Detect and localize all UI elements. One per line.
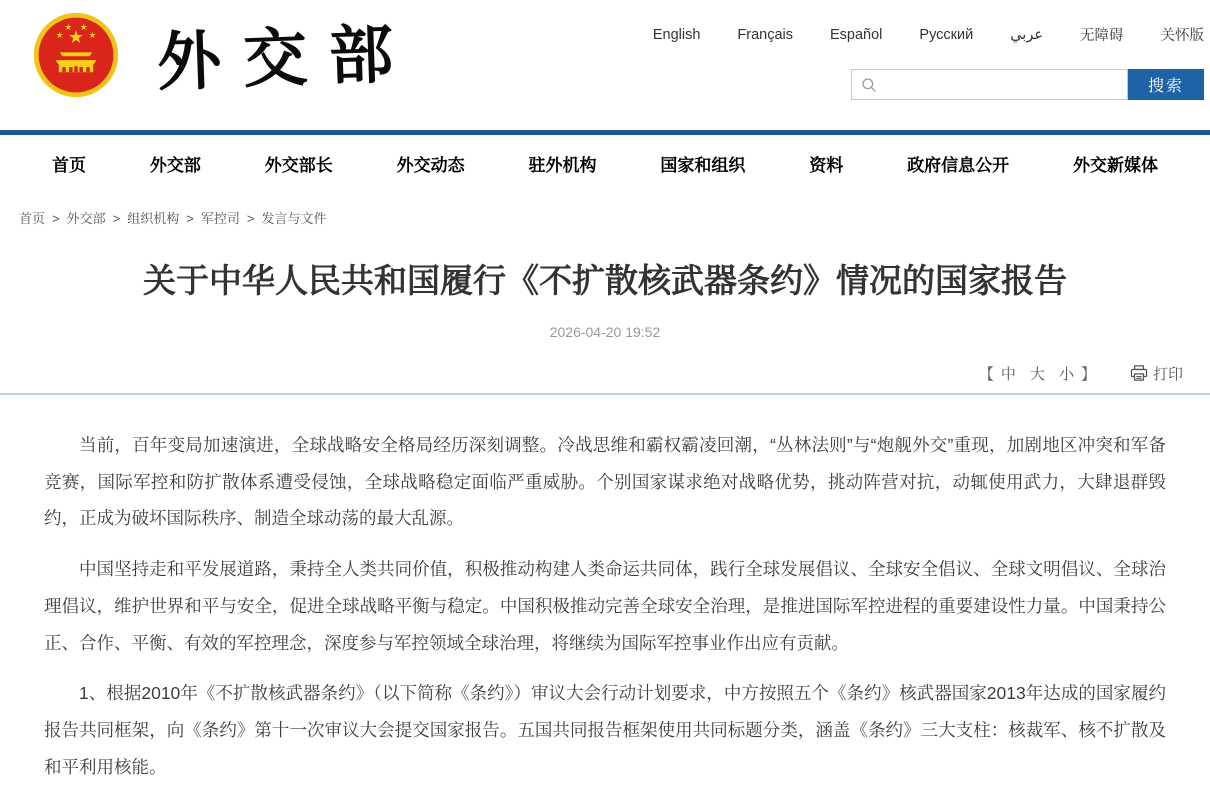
page-title: 关于中华人民共和国履行《不扩散核武器条约》情况的国家报告 <box>143 262 1067 299</box>
article-body <box>0 395 1210 786</box>
bracket-close: 】 <box>1080 365 1096 383</box>
print-button[interactable] <box>1130 363 1183 384</box>
nav-item-countries-orgs[interactable]: 国家和组织 <box>660 155 746 175</box>
printer-icon <box>1130 365 1148 381</box>
breadcrumb-statements-docs[interactable]: 发言与文件 <box>261 211 327 226</box>
font-size-large-button[interactable]: 大 <box>1029 365 1045 383</box>
breadcrumb-separator: > <box>246 211 255 226</box>
site-header <box>0 0 1210 130</box>
svg-text:★: ★ <box>67 26 85 47</box>
svg-text:★: ★ <box>55 29 64 40</box>
nav-item-new-media[interactable]: 外交新媒体 <box>1073 155 1158 175</box>
language-switcher <box>616 24 1204 45</box>
print-label: 打印 <box>1152 365 1183 383</box>
lang-english[interactable]: English <box>652 26 701 43</box>
breadcrumb-ministry[interactable]: 外交部 <box>66 211 106 226</box>
paragraph: 1、根据2010年《不扩散核武器条约》（以下简称《条约》）审议大会行动计划要求，中方按照五个《条约》核武器国家2013年达成的国家履约报告共同框架，向《条约》第十一次审议大会提交国家报告。五国共同报告框架使用共同标题分类，涵盖《条约》三大支柱：核裁军、核不扩散及和平利用核能。 <box>44 683 1166 777</box>
breadcrumb-organization[interactable]: 组织机构 <box>127 211 180 226</box>
care-version-link[interactable]: 关怀版 <box>1160 28 1204 44</box>
bracket-open: 【 <box>978 365 994 383</box>
font-size-medium-button[interactable]: 中 <box>1000 365 1016 383</box>
nav-item-gov-info[interactable]: 政府信息公开 <box>907 155 1010 175</box>
svg-text:★: ★ <box>64 22 73 33</box>
lang-spanish[interactable]: Español <box>830 26 883 43</box>
svg-text:★: ★ <box>88 29 97 40</box>
paragraph: 中国坚持走和平发展道路，秉持全人类共同价值，积极推动构建人类命运共同体，践行全球发展倡议、全球安全倡议、全球文明倡议、全球治理倡议，维护世界和平与安全，促进全球战略平衡与稳定。中国积极推动完善全球安全治理，是推进国际军控进程的重要建设性力量。中国秉持公正、合作、平衡、有效的军控理念，深度参与军控领域全球治理，将继续为国际军控事业作出应有贡献。 <box>44 559 1166 653</box>
breadcrumb <box>0 191 1210 227</box>
font-size-small-button[interactable]: 小 <box>1058 365 1074 383</box>
nav-item-minister[interactable]: 外交部长 <box>264 155 333 175</box>
accessibility-link[interactable]: 无障碍 <box>1080 28 1124 44</box>
main-nav <box>0 135 1210 191</box>
publish-datetime: 2026-04-20 19:52 <box>549 323 661 340</box>
nav-item-ministry[interactable]: 外交部 <box>149 155 201 175</box>
breadcrumb-home[interactable]: 首页 <box>19 211 46 226</box>
site-logo-link[interactable] <box>33 5 415 99</box>
nav-item-resources[interactable]: 资料 <box>809 155 844 175</box>
search-input[interactable] <box>883 70 1127 99</box>
breadcrumb-separator: > <box>112 211 121 226</box>
breadcrumb-separator: > <box>52 211 60 226</box>
breadcrumb-separator: > <box>186 211 194 226</box>
lang-arabic[interactable]: عربي <box>1010 26 1043 43</box>
nav-item-activities[interactable]: 外交动态 <box>396 155 465 175</box>
search-icon <box>861 77 877 93</box>
search-box <box>851 69 1128 100</box>
article-toolbar <box>0 363 1210 384</box>
lang-russian[interactable]: Русский <box>919 26 974 43</box>
search-button[interactable]: 搜索 <box>1128 69 1204 100</box>
paragraph: 当前，百年变局加速演进，全球战略安全格局经历深刻调整。冷战思维和霸权霸凌回潮，“丛林法则”与“炮舰外交”重现，加剧地区冲突和军备竞赛，国际军控和防扩散体系遭受侵蚀，全球战略稳定面临严重威胁。个别国家谋求绝对战略优势，挑动阵营对抗，动辄使用武力，大肆退群毁约，正成为破坏国际秩序、制造全球动荡的最大乱源。 <box>44 434 1166 529</box>
breadcrumb-arms-control-dept[interactable]: 军控司 <box>200 211 240 226</box>
lang-french[interactable]: Français <box>737 26 793 43</box>
national-emblem-icon <box>33 12 119 98</box>
svg-text:★: ★ <box>79 22 88 33</box>
mfa-calligraphy-logo: 外交部 <box>155 16 417 101</box>
nav-item-missions[interactable]: 驻外机构 <box>528 155 597 175</box>
nav-item-home[interactable]: 首页 <box>52 155 86 175</box>
